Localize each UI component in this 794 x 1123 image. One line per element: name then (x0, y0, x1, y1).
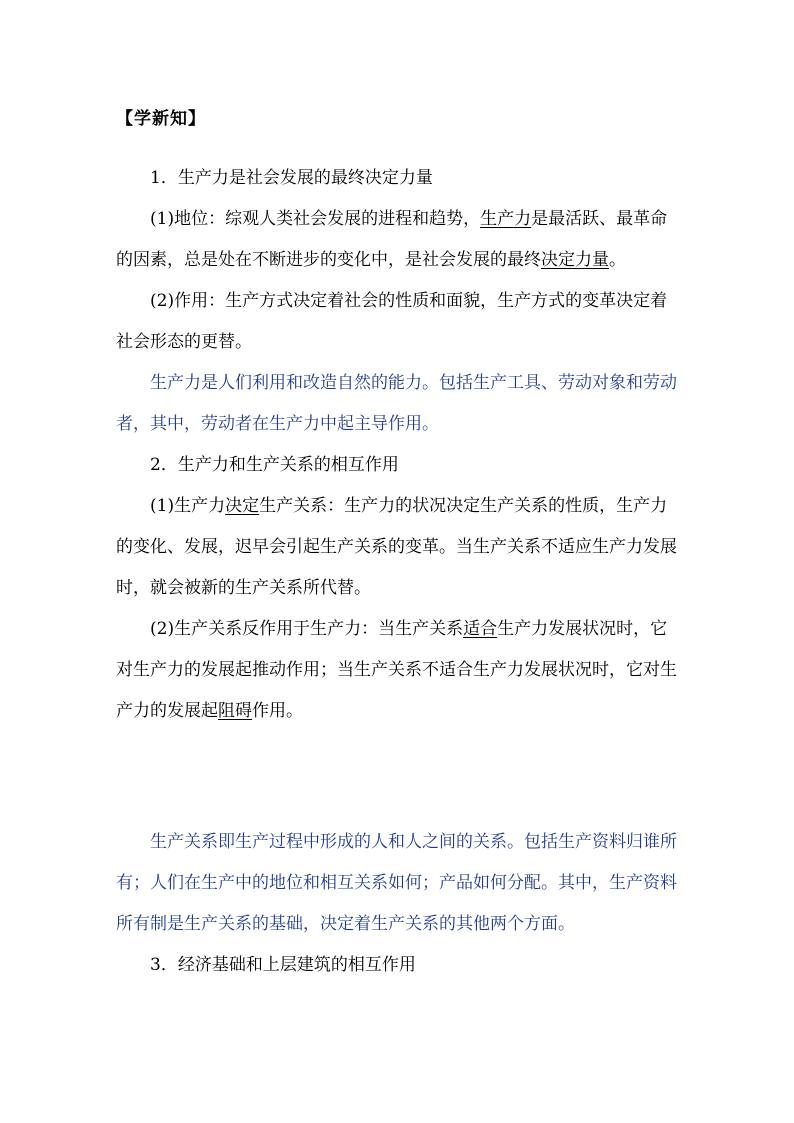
text-run: (1)地位：综观人类社会发展的进程和趋势， (150, 209, 481, 229)
text-run: 。 (609, 250, 626, 270)
section-2-note-block (116, 822, 682, 986)
text-run: 是最活跃、最革命的因素，总是处在不断进步的变化中，是社会发展的最终 (116, 209, 668, 270)
underlined-term: 决定 (225, 496, 260, 516)
text-run: 生产力发展状况时，它对生产力的发展起推动作用；当生产关系不适合生产力发展状况时，它对生产力的发展起 (116, 619, 677, 721)
section-3-title: 3．经济基础和上层建筑的相互作用 (150, 955, 416, 975)
underlined-term: 决定力量 (541, 250, 609, 270)
section-1-paragraph-role: (2)作用：生产方式决定着社会的性质和面貌，生产方式的变革决定着社会形态的更替。 (116, 291, 668, 352)
underlined-term: 适合 (463, 619, 498, 639)
underlined-term: 阻碍 (218, 701, 252, 721)
underlined-term: 生产力 (480, 209, 532, 229)
text-run: (2)生产关系反作用于生产力：当生产关系 (150, 619, 464, 639)
text-run: (1)生产力 (150, 496, 226, 516)
section-1-note: 生产力是人们利用和改造自然的能力。包括生产工具、劳动对象和劳动者，其中，劳动者在生产力中起主导作用。 (116, 373, 677, 434)
section-1 (116, 158, 682, 732)
section-2-title: 2．生产力和生产关系的相互作用 (150, 455, 399, 475)
section-1-title: 1．生产力是社会发展的最终决定力量 (150, 168, 433, 188)
section-2-paragraph-decide (116, 486, 682, 609)
section-2-paragraph-react (116, 609, 682, 732)
text-run: 作用。 (252, 701, 303, 721)
section-2-note: 生产关系即生产过程中形成的人和人之间的关系。包括生产资料归谁所有；人们在生产中的地位和相互关系如何；产品如何分配。其中，生产资料所有制是生产关系的基础，决定着生产关系的其他两个方面。 (116, 832, 677, 934)
text-run: 生产关系：生产力的状况决定生产关系的性质，生产力的变化、发展，迟早会引起生产关系的变革。当生产关系不适应生产力发展时，就会被新的生产关系所代替。 (116, 496, 677, 598)
section-heading: 【学新知】 (116, 109, 206, 129)
section-1-paragraph-position (116, 199, 682, 281)
